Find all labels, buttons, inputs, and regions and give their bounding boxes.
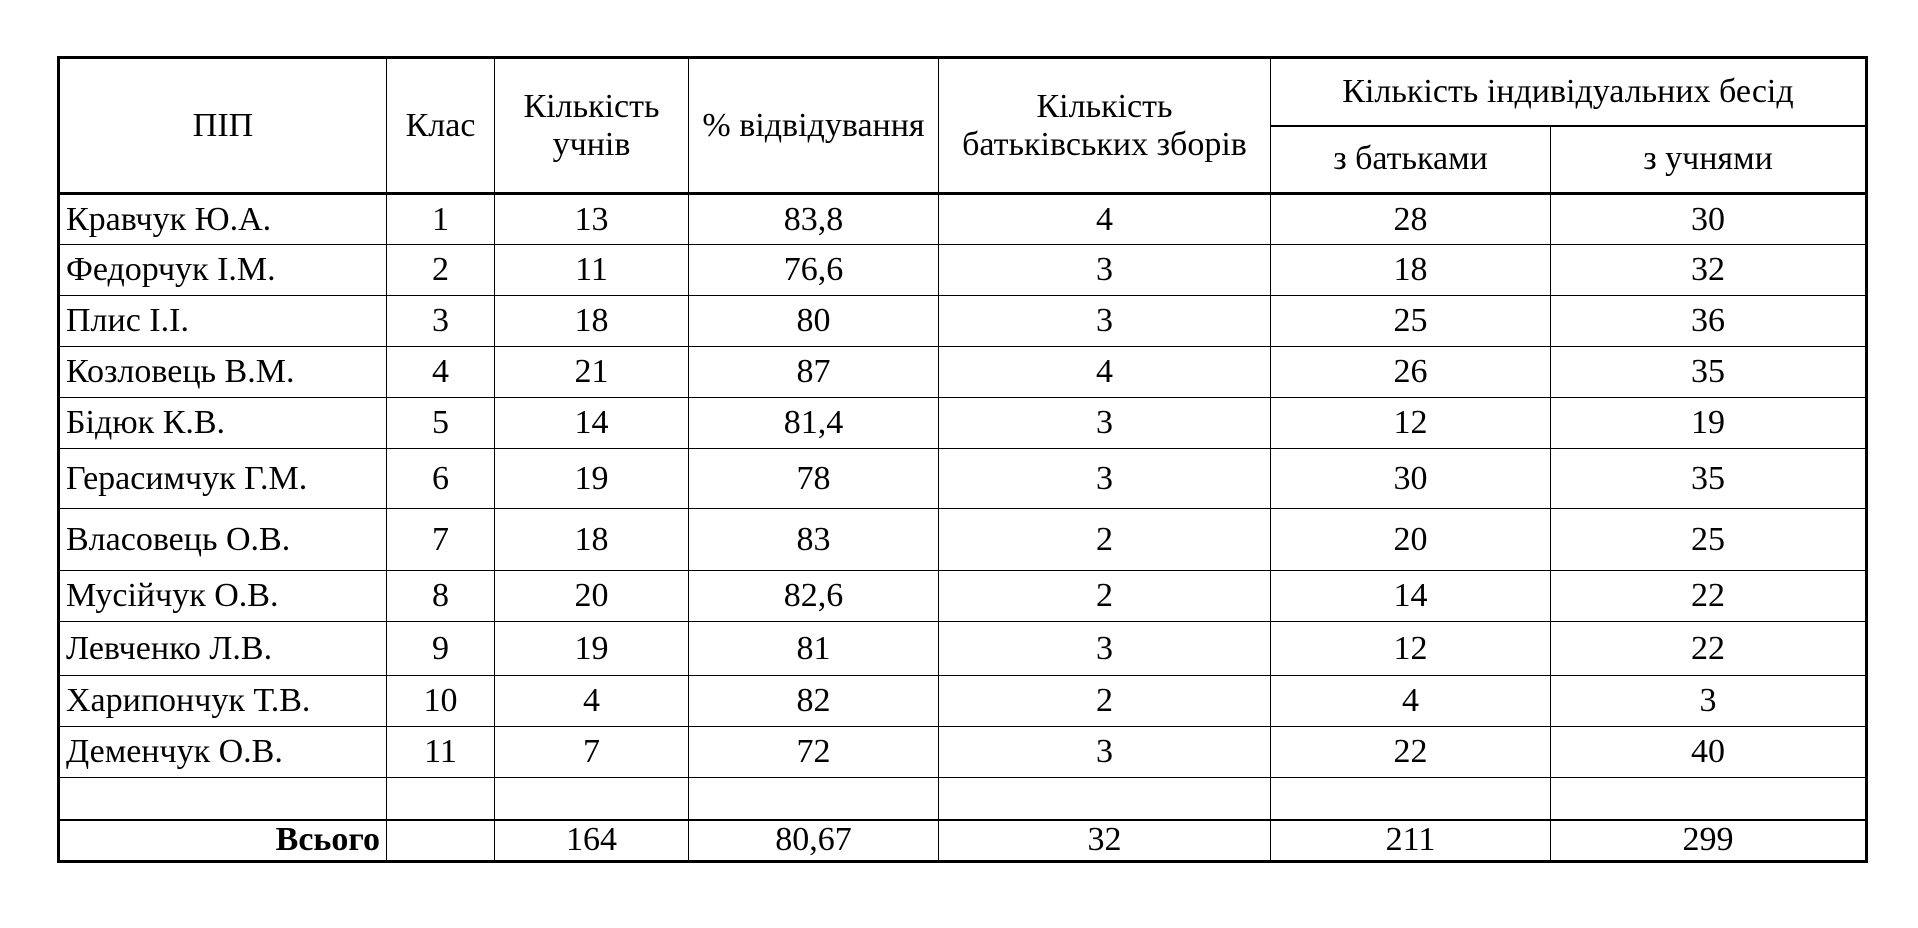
class-teachers-report-table bbox=[57, 56, 1868, 863]
cell-name: Плис І.І. bbox=[59, 296, 387, 347]
cell-with-students: 40 bbox=[1551, 727, 1867, 778]
cell-class: 7 bbox=[387, 509, 495, 571]
cell-students: 18 bbox=[495, 509, 689, 571]
table-row bbox=[59, 622, 1867, 676]
header-with-parents: з батьками bbox=[1271, 126, 1551, 194]
cell-name: Бідюк К.В. bbox=[59, 398, 387, 449]
cell-meetings: 4 bbox=[939, 194, 1271, 245]
table-row bbox=[59, 449, 1867, 509]
cell-name bbox=[59, 778, 387, 820]
cell-class: 3 bbox=[387, 296, 495, 347]
table-row bbox=[59, 778, 1867, 820]
cell-students bbox=[495, 778, 689, 820]
cell-with-parents: 12 bbox=[1271, 398, 1551, 449]
cell-meetings: 2 bbox=[939, 571, 1271, 622]
cell-students: 18 bbox=[495, 296, 689, 347]
cell-name: Кравчук Ю.А. bbox=[59, 194, 387, 245]
cell-with-students: 3 bbox=[1551, 676, 1867, 727]
total-with-parents: 211 bbox=[1271, 820, 1551, 862]
cell-attendance: 87 bbox=[689, 347, 939, 398]
cell-name: Власовець О.В. bbox=[59, 509, 387, 571]
table-row bbox=[59, 194, 1867, 245]
cell-class: 1 bbox=[387, 194, 495, 245]
cell-attendance: 78 bbox=[689, 449, 939, 509]
cell-with-parents: 4 bbox=[1271, 676, 1551, 727]
cell-students: 19 bbox=[495, 449, 689, 509]
cell-attendance: 72 bbox=[689, 727, 939, 778]
table-row bbox=[59, 296, 1867, 347]
cell-attendance: 83 bbox=[689, 509, 939, 571]
total-with-students: 299 bbox=[1551, 820, 1867, 862]
cell-with-students: 30 bbox=[1551, 194, 1867, 245]
cell-class: 4 bbox=[387, 347, 495, 398]
table-row bbox=[59, 245, 1867, 296]
cell-meetings: 2 bbox=[939, 509, 1271, 571]
total-students: 164 bbox=[495, 820, 689, 862]
cell-class: 6 bbox=[387, 449, 495, 509]
cell-with-parents: 20 bbox=[1271, 509, 1551, 571]
cell-class: 5 bbox=[387, 398, 495, 449]
total-attendance: 80,67 bbox=[689, 820, 939, 862]
cell-attendance: 80 bbox=[689, 296, 939, 347]
cell-with-parents: 14 bbox=[1271, 571, 1551, 622]
cell-with-parents: 18 bbox=[1271, 245, 1551, 296]
cell-name: Герасимчук Г.М. bbox=[59, 449, 387, 509]
total-label: Всього bbox=[59, 820, 387, 862]
cell-with-parents: 30 bbox=[1271, 449, 1551, 509]
cell-meetings: 3 bbox=[939, 398, 1271, 449]
cell-students: 20 bbox=[495, 571, 689, 622]
cell-name: Харипончук Т.В. bbox=[59, 676, 387, 727]
cell-attendance bbox=[689, 778, 939, 820]
cell-meetings: 3 bbox=[939, 622, 1271, 676]
cell-attendance: 83,8 bbox=[689, 194, 939, 245]
cell-name: Левченко Л.В. bbox=[59, 622, 387, 676]
cell-meetings: 3 bbox=[939, 727, 1271, 778]
cell-with-parents bbox=[1271, 778, 1551, 820]
cell-with-students: 32 bbox=[1551, 245, 1867, 296]
cell-with-students: 19 bbox=[1551, 398, 1867, 449]
table-header bbox=[59, 58, 1867, 194]
header-with-students: з учнями bbox=[1551, 126, 1867, 194]
cell-with-students: 35 bbox=[1551, 449, 1867, 509]
cell-name: Мусійчук О.В. bbox=[59, 571, 387, 622]
cell-name: Федорчук І.М. bbox=[59, 245, 387, 296]
header-meetings: Кількість батьківських зборів bbox=[939, 58, 1271, 194]
cell-students: 4 bbox=[495, 676, 689, 727]
cell-name: Козловець В.М. bbox=[59, 347, 387, 398]
cell-class: 2 bbox=[387, 245, 495, 296]
header-name: ПІП bbox=[59, 58, 387, 194]
cell-with-students: 22 bbox=[1551, 622, 1867, 676]
table-body bbox=[59, 194, 1867, 862]
header-individual-talks: Кількість індивідуальних бесід bbox=[1271, 58, 1867, 126]
cell-attendance: 81 bbox=[689, 622, 939, 676]
cell-attendance: 82 bbox=[689, 676, 939, 727]
cell-class: 10 bbox=[387, 676, 495, 727]
cell-class: 11 bbox=[387, 727, 495, 778]
header-students: Кількість учнів bbox=[495, 58, 689, 194]
cell-attendance: 81,4 bbox=[689, 398, 939, 449]
cell-attendance: 82,6 bbox=[689, 571, 939, 622]
cell-with-parents: 28 bbox=[1271, 194, 1551, 245]
total-class bbox=[387, 820, 495, 862]
cell-with-students: 25 bbox=[1551, 509, 1867, 571]
cell-meetings: 3 bbox=[939, 296, 1271, 347]
cell-students: 14 bbox=[495, 398, 689, 449]
cell-name: Деменчук О.В. bbox=[59, 727, 387, 778]
table-row bbox=[59, 676, 1867, 727]
cell-students: 21 bbox=[495, 347, 689, 398]
cell-with-students bbox=[1551, 778, 1867, 820]
cell-meetings bbox=[939, 778, 1271, 820]
header-attendance: % відвідування bbox=[689, 58, 939, 194]
table-row bbox=[59, 509, 1867, 571]
table-row bbox=[59, 398, 1867, 449]
cell-students: 7 bbox=[495, 727, 689, 778]
cell-with-students: 35 bbox=[1551, 347, 1867, 398]
table-row bbox=[59, 727, 1867, 778]
cell-students: 11 bbox=[495, 245, 689, 296]
cell-with-parents: 12 bbox=[1271, 622, 1551, 676]
total-row bbox=[59, 820, 1867, 862]
cell-with-students: 36 bbox=[1551, 296, 1867, 347]
total-meetings: 32 bbox=[939, 820, 1271, 862]
cell-students: 13 bbox=[495, 194, 689, 245]
cell-meetings: 3 bbox=[939, 245, 1271, 296]
cell-attendance: 76,6 bbox=[689, 245, 939, 296]
cell-class: 8 bbox=[387, 571, 495, 622]
cell-with-parents: 22 bbox=[1271, 727, 1551, 778]
cell-meetings: 2 bbox=[939, 676, 1271, 727]
table-row bbox=[59, 571, 1867, 622]
cell-with-parents: 25 bbox=[1271, 296, 1551, 347]
cell-students: 19 bbox=[495, 622, 689, 676]
cell-with-parents: 26 bbox=[1271, 347, 1551, 398]
cell-class: 9 bbox=[387, 622, 495, 676]
cell-class bbox=[387, 778, 495, 820]
cell-with-students: 22 bbox=[1551, 571, 1867, 622]
header-class: Клас bbox=[387, 58, 495, 194]
table-row bbox=[59, 347, 1867, 398]
cell-meetings: 4 bbox=[939, 347, 1271, 398]
cell-meetings: 3 bbox=[939, 449, 1271, 509]
